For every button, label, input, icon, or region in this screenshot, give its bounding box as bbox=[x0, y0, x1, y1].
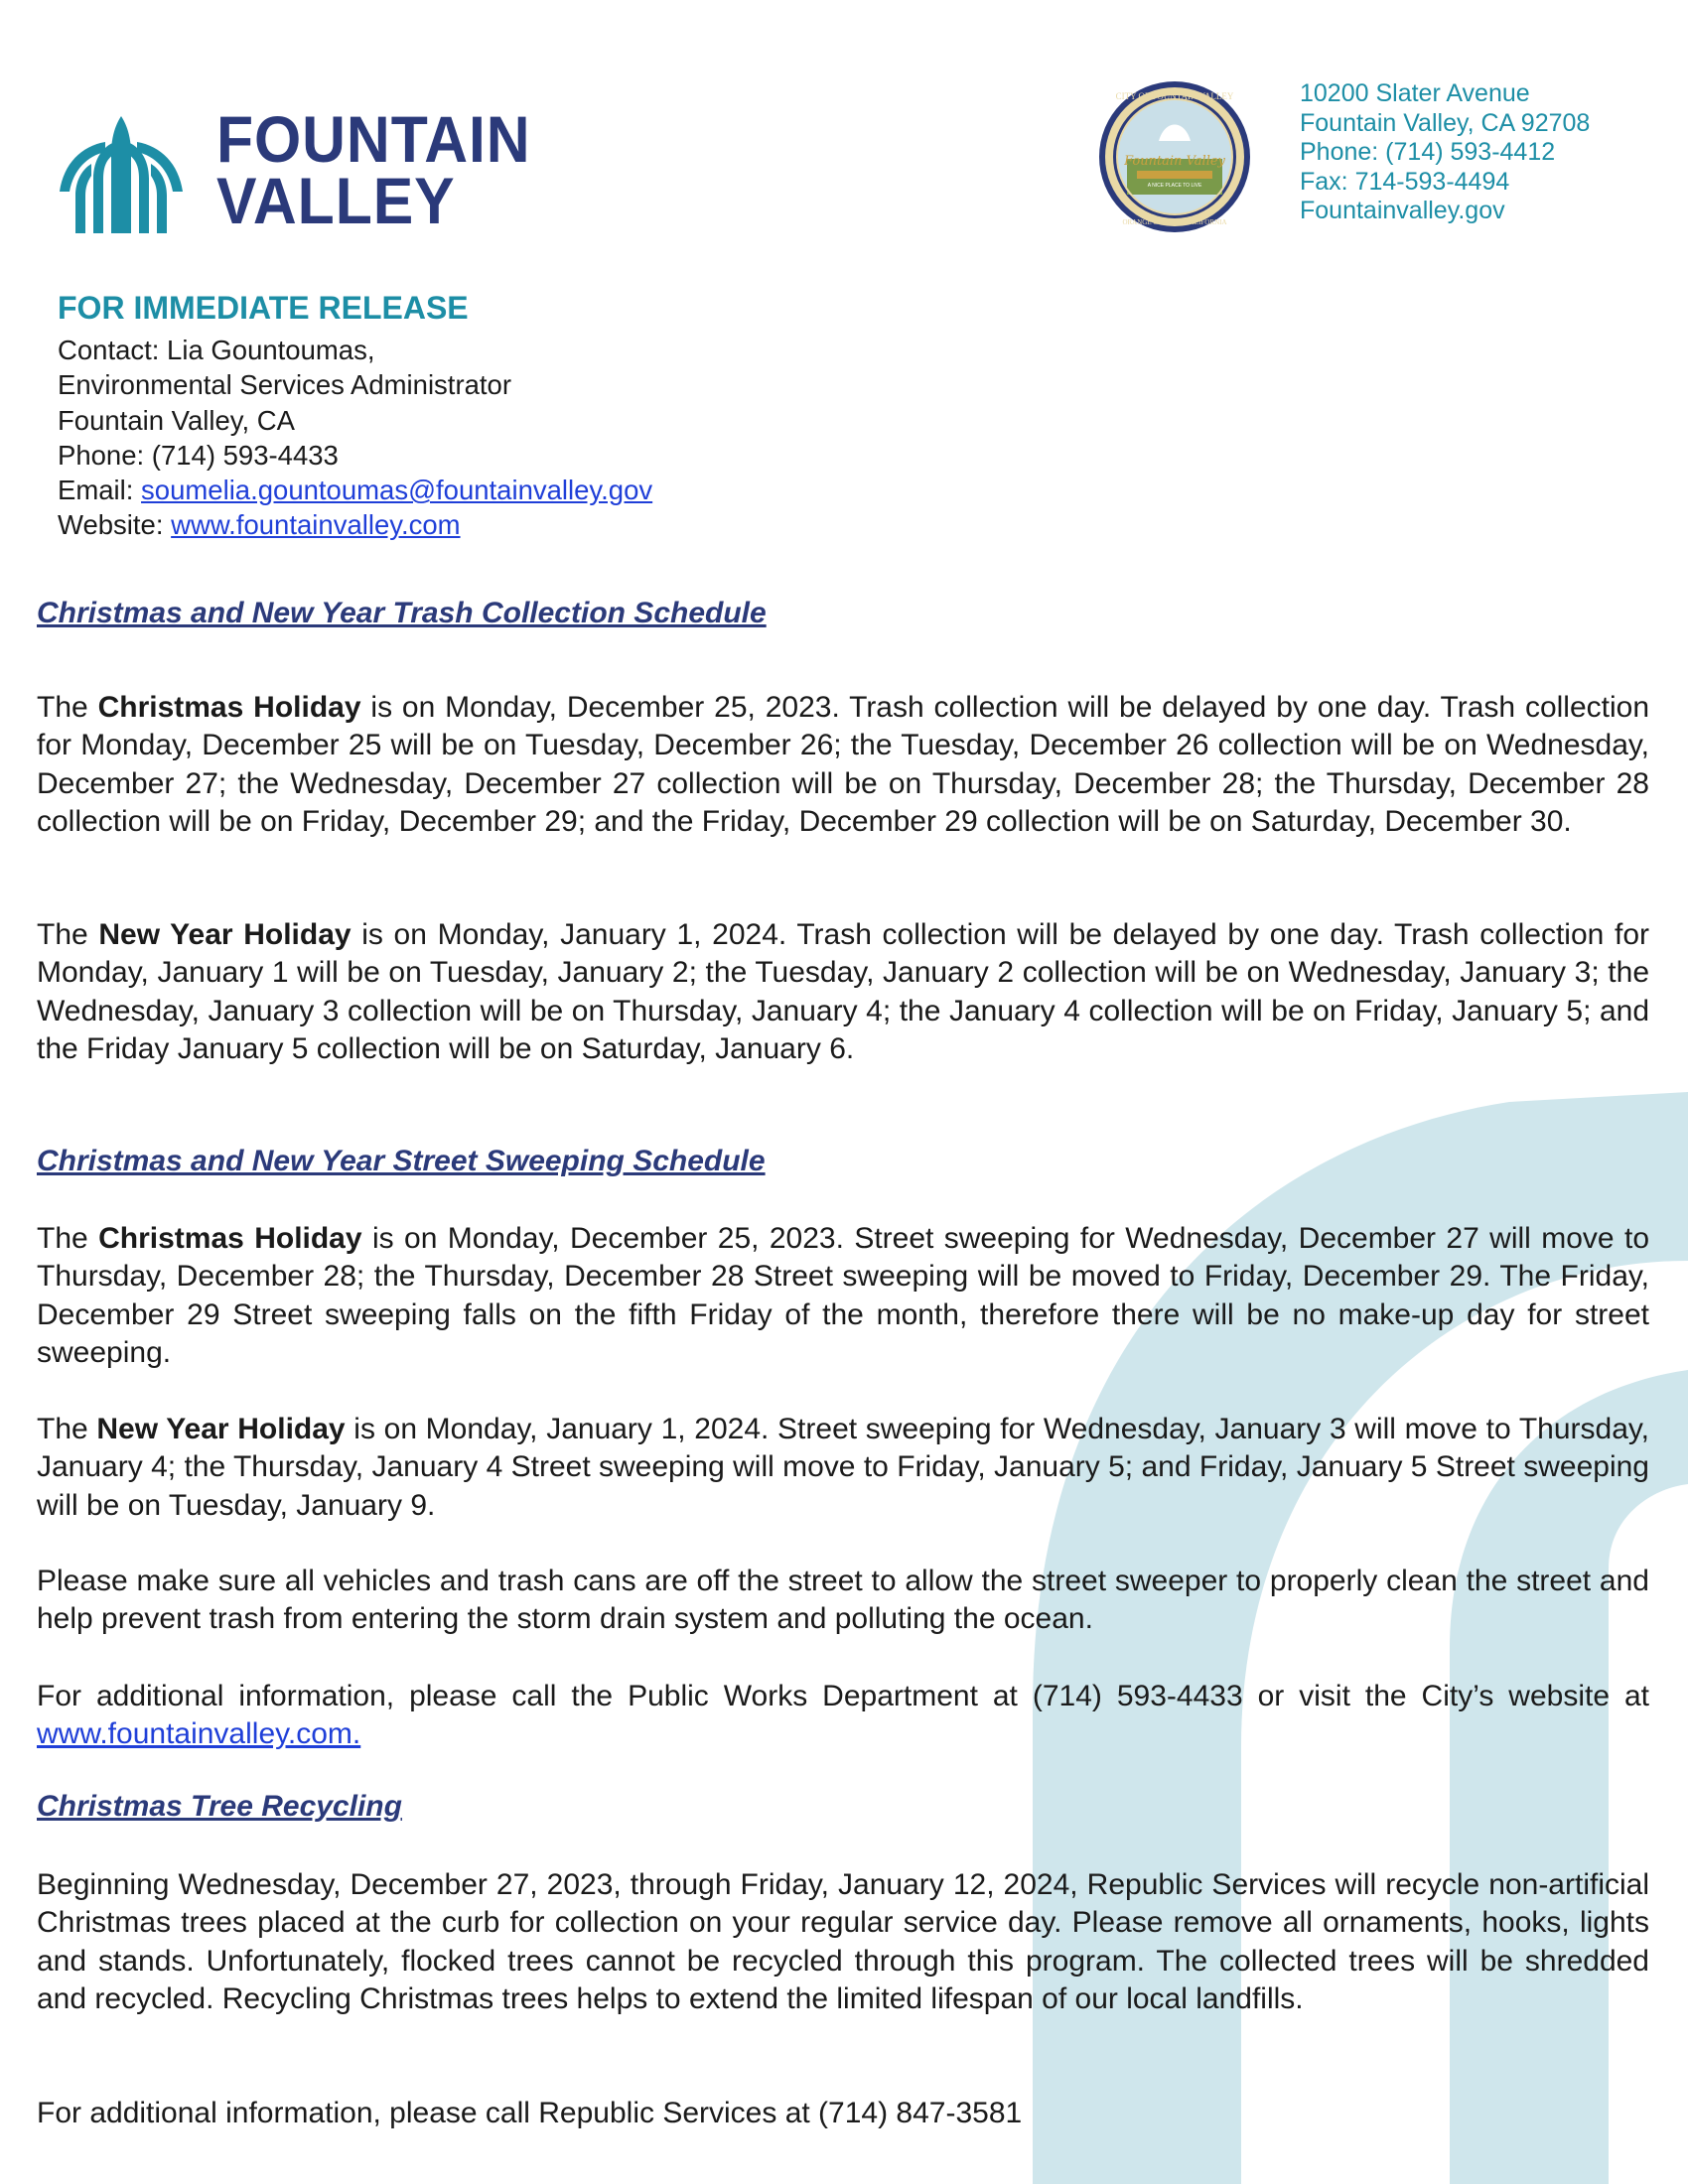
seal-ring-bottom: ORANGE COUNTY, CALIFORNIA bbox=[1122, 218, 1227, 226]
seal-script-text: Fountain Valley bbox=[1124, 154, 1225, 169]
contact-website-row bbox=[58, 507, 652, 542]
sweeping-schedule-heading: Christmas and New Year Street Sweeping Schedule bbox=[37, 1145, 766, 1177]
trash-christmas-holiday: Christmas Holiday bbox=[97, 691, 361, 724]
website-link[interactable]: www.fountainvalley.com bbox=[171, 509, 461, 541]
contact-location: Fountain Valley, CA bbox=[58, 404, 295, 436]
sweeping-christmas-paragraph bbox=[37, 1220, 1649, 1373]
seal-ring-top: CITY OF FOUNTAIN VALLEY bbox=[1115, 91, 1234, 101]
sweeping-website-link[interactable]: www.fountainvalley.com. bbox=[37, 1717, 361, 1751]
tree-recycling-heading: Christmas Tree Recycling bbox=[37, 1790, 402, 1823]
tree-recycling-paragraph: Beginning Wednesday, December 27, 2023, through Friday, January 12, 2024, Republic Services will recycle non-artificial Christmas trees placed at the curb for collection on your regular service day. Please remove all ornaments, hooks, lights and stands. Unfortunately, flocked trees cannot be recycled through this program. The collected trees will be shredded and recycled. Recycling Christmas trees helps to extend the limited lifespan of our local landfills. bbox=[37, 1868, 1649, 2016]
tree-info-paragraph: For additional information, please call Republic Services at (714) 847-3581 bbox=[37, 2097, 1023, 2129]
seal-motto-text: A NICE PLACE TO LIVE bbox=[1147, 183, 1202, 189]
contact-phone: Phone: (714) 593-4433 bbox=[58, 439, 339, 471]
email-link[interactable]: soumelia.gountoumas@fountainvalley.gov bbox=[141, 475, 653, 506]
trash-schedule-heading: Christmas and New Year Trash Collection Schedule bbox=[37, 597, 767, 629]
logo-line-2: VALLEY bbox=[216, 164, 456, 237]
contact-name: Contact: Lia Gountoumas, bbox=[58, 335, 375, 365]
contact-email-row bbox=[58, 473, 652, 507]
sweeping-newyear-intro: The bbox=[37, 1413, 97, 1445]
address-city: Fountain Valley, CA 92708 bbox=[1300, 108, 1591, 137]
logo-line-1: FOUNTAIN bbox=[216, 102, 531, 176]
sweeping-vehicles-paragraph: Please make sure all vehicles and trash cans are off the street to allow the street sweeper to properly clean the street and help prevent trash from entering the storm drain system and polluting the ocean. bbox=[37, 1565, 1649, 1636]
address-phone: Phone: (714) 593-4412 bbox=[1300, 138, 1556, 166]
trash-newyear-paragraph bbox=[37, 916, 1649, 1069]
sweeping-newyear-paragraph bbox=[37, 1411, 1649, 1525]
sweeping-newyear-text: is on Monday, January 1, 2024. Street sweeping for Wednesday, January 3 will move to Thursday, January 4; the Thursday, January 4 Street sweeping will move to Friday, January 5; and Friday, January 5 Street sweeping will be on Tuesday, January 9. bbox=[37, 1413, 1649, 1522]
trash-christmas-intro: The bbox=[37, 691, 98, 724]
trash-newyear-holiday: New Year Holiday bbox=[98, 918, 352, 951]
trash-christmas-paragraph bbox=[37, 689, 1649, 842]
contact-role: Environmental Services Administrator bbox=[58, 369, 511, 401]
fountain-logo-icon bbox=[58, 104, 185, 233]
trash-newyear-intro: The bbox=[37, 918, 99, 951]
release-title: FOR IMMEDIATE RELEASE bbox=[58, 290, 469, 326]
address-fax: Fax: 714-593-4494 bbox=[1300, 167, 1510, 196]
city-logo bbox=[58, 102, 531, 237]
sweeping-christmas-holiday: Christmas Holiday bbox=[98, 1222, 362, 1255]
sweeping-newyear-holiday: New Year Holiday bbox=[96, 1413, 346, 1445]
sweeping-christmas-intro: The bbox=[37, 1222, 99, 1255]
city-address-block bbox=[1300, 79, 1590, 226]
email-label: Email: bbox=[58, 475, 142, 506]
contact-block bbox=[58, 333, 652, 543]
trash-newyear-text: is on Monday, January 1, 2024. Trash collection will be delayed by one day. Trash collection for Monday, January 1 will be on Tuesday, January 2; the Tuesday, January 2 collection will be on Wednesday, January 3; the Wednesday, January 3 collection will be on Thursday, January 4; the January 4 collection will be on Friday, January 5; and the Friday January 5 collection will be on Saturday, January 6. bbox=[37, 918, 1649, 1066]
website-label: Website: bbox=[58, 509, 172, 541]
address-website: Fountainvalley.gov bbox=[1300, 197, 1505, 224]
city-seal bbox=[1097, 79, 1252, 234]
trash-christmas-text: is on Monday, December 25, 2023. Trash collection will be delayed by one day. Trash collection for Monday, December 25 will be on Tuesday, December 26; the Tuesday, December 26 collection will be on Wednesday, December 27; the Wednesday, December 27 collection will be on Thursday, December 28; the Thursday, December 28 collection will be on Friday, December 29; and the Friday, December 29 collection will be on Saturday, December 30. bbox=[37, 691, 1650, 839]
sweeping-info-text: For additional information, please call the Public Works Department at (714) 593-4433 or visit the City’s website at bbox=[37, 1680, 1649, 1712]
sweeping-christmas-text: is on Monday, December 25, 2023. Street sweeping for Wednesday, December 27 will move to Thursday, December 28; the Thursday, December 28 Street sweeping will be moved to Friday, December 29. The Friday, December 29 Street sweeping falls on the fifth Friday of the month, therefore there will be no make-up day for street sweeping. bbox=[37, 1222, 1650, 1370]
address-street: 10200 Slater Avenue bbox=[1300, 79, 1530, 107]
sweeping-info-paragraph bbox=[37, 1678, 1649, 1754]
